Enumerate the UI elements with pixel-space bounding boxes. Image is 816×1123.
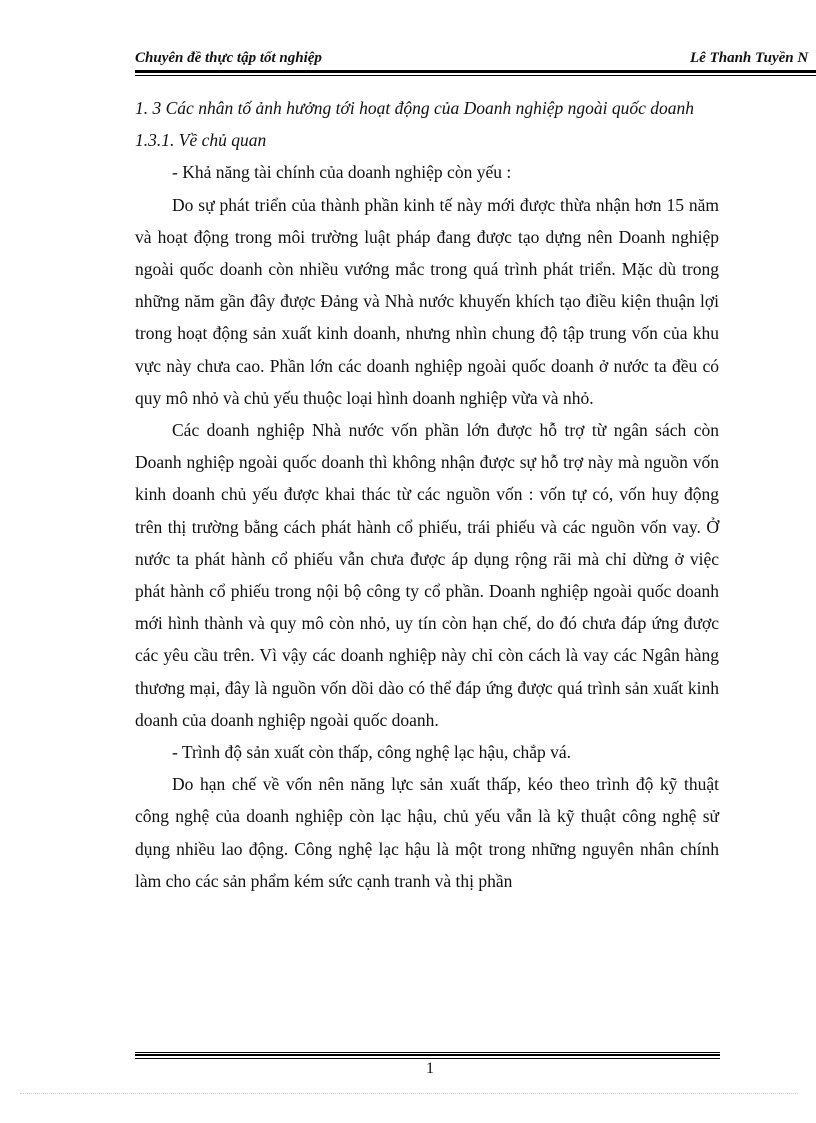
page-border-dots [20,1093,796,1094]
footer-rule [135,1052,720,1053]
page-header [135,50,816,70]
section-heading: 1. 3 Các nhân tố ảnh hưởng tới hoạt động của Doanh nghiệp ngoài quốc doanh [135,98,695,118]
paragraph: Do sự phát triển của thành phần kinh tế này mới được thừa nhận hơn 15 năm và hoạt động trong môi trường luật pháp đang được tạo dựng nên Doanh nghiệp ngoài quốc doanh còn nhiều vướng mắc trong quá trình phát triển. Mặc dù trong những năm gần đây được Đảng và Nhà nước khuyến khích tạo điều kiện thuận lợi trong hoạt động sản xuất kinh doanh, nhưng nhìn chung độ tập trung vốn của khu vực này chưa cao. Phần lớn các doanh nghiệp ngoài quốc doanh ở nước ta đều có quy mô nhỏ và chủ yếu thuộc loại hình doanh nghiệp vừa và nhỏ. [135,194,719,408]
header-author-name: Lê Thanh Tuyền N [690,50,809,66]
paragraph: - Khả năng tài chính của doanh nghiệp còn yếu : [172,162,512,183]
paragraph: Các doanh nghiệp Nhà nước vốn phần lớn được hỗ trợ từ ngân sách còn Doanh nghiệp ngoài quốc doanh thì không nhận được sự hỗ trợ này mà nguồn vốn kinh doanh chủ yếu được khai thác từ các nguồn vốn : vốn tự có, vốn huy động trên thị trường bằng cách phát hành cổ phiếu, trái phiếu và các nguồn vốn vay. Ở nước ta phát hành cổ phiếu vẫn chưa được áp dụng rộng rãi mà chỉ dừng ở việc phát hành cổ phiếu trong nội bộ công ty cổ phần. Doanh nghiệp ngoài quốc doanh mới hình thành và quy mô còn nhỏ, uy tín còn hạn chế, do đó chưa đáp ứng được các yêu cầu trên. Vì vậy các doanh nghiệp này chỉ còn cách là vay các Ngân hàng thương mại, đây là nguồn vốn dồi dào có thể đáp ứng được quá trình sản xuất kinh doanh của doanh nghiệp ngoài quốc doanh. [135,420,719,730]
page-number: 1 [426,1060,434,1077]
header-document-title: Chuyên đề thực tập tốt nghiệp [135,50,322,66]
footer-rule-thin [135,1058,720,1059]
subsection-heading: 1.3.1. Về chủ quan [135,130,267,151]
page-body [135,92,719,897]
header-rule [135,70,816,73]
footer-rule-thick [135,1054,720,1056]
paragraph: Do hạn chế về vốn nên năng lực sản xuất thấp, kéo theo trình độ kỹ thuật công nghệ của doanh nghiệp còn lạc hậu, chủ yếu vẫn là kỹ thuật công nghệ sử dụng nhiều lao động. Công nghệ lạc hậu là một trong những nguyên nhân chính làm cho các sản phẩm kém sức cạnh tranh và thị phần [135,774,719,891]
paragraph: - Trình độ sản xuất còn thấp, công nghệ lạc hậu, chắp vá. [172,742,572,763]
header-rule-thin [135,75,816,76]
